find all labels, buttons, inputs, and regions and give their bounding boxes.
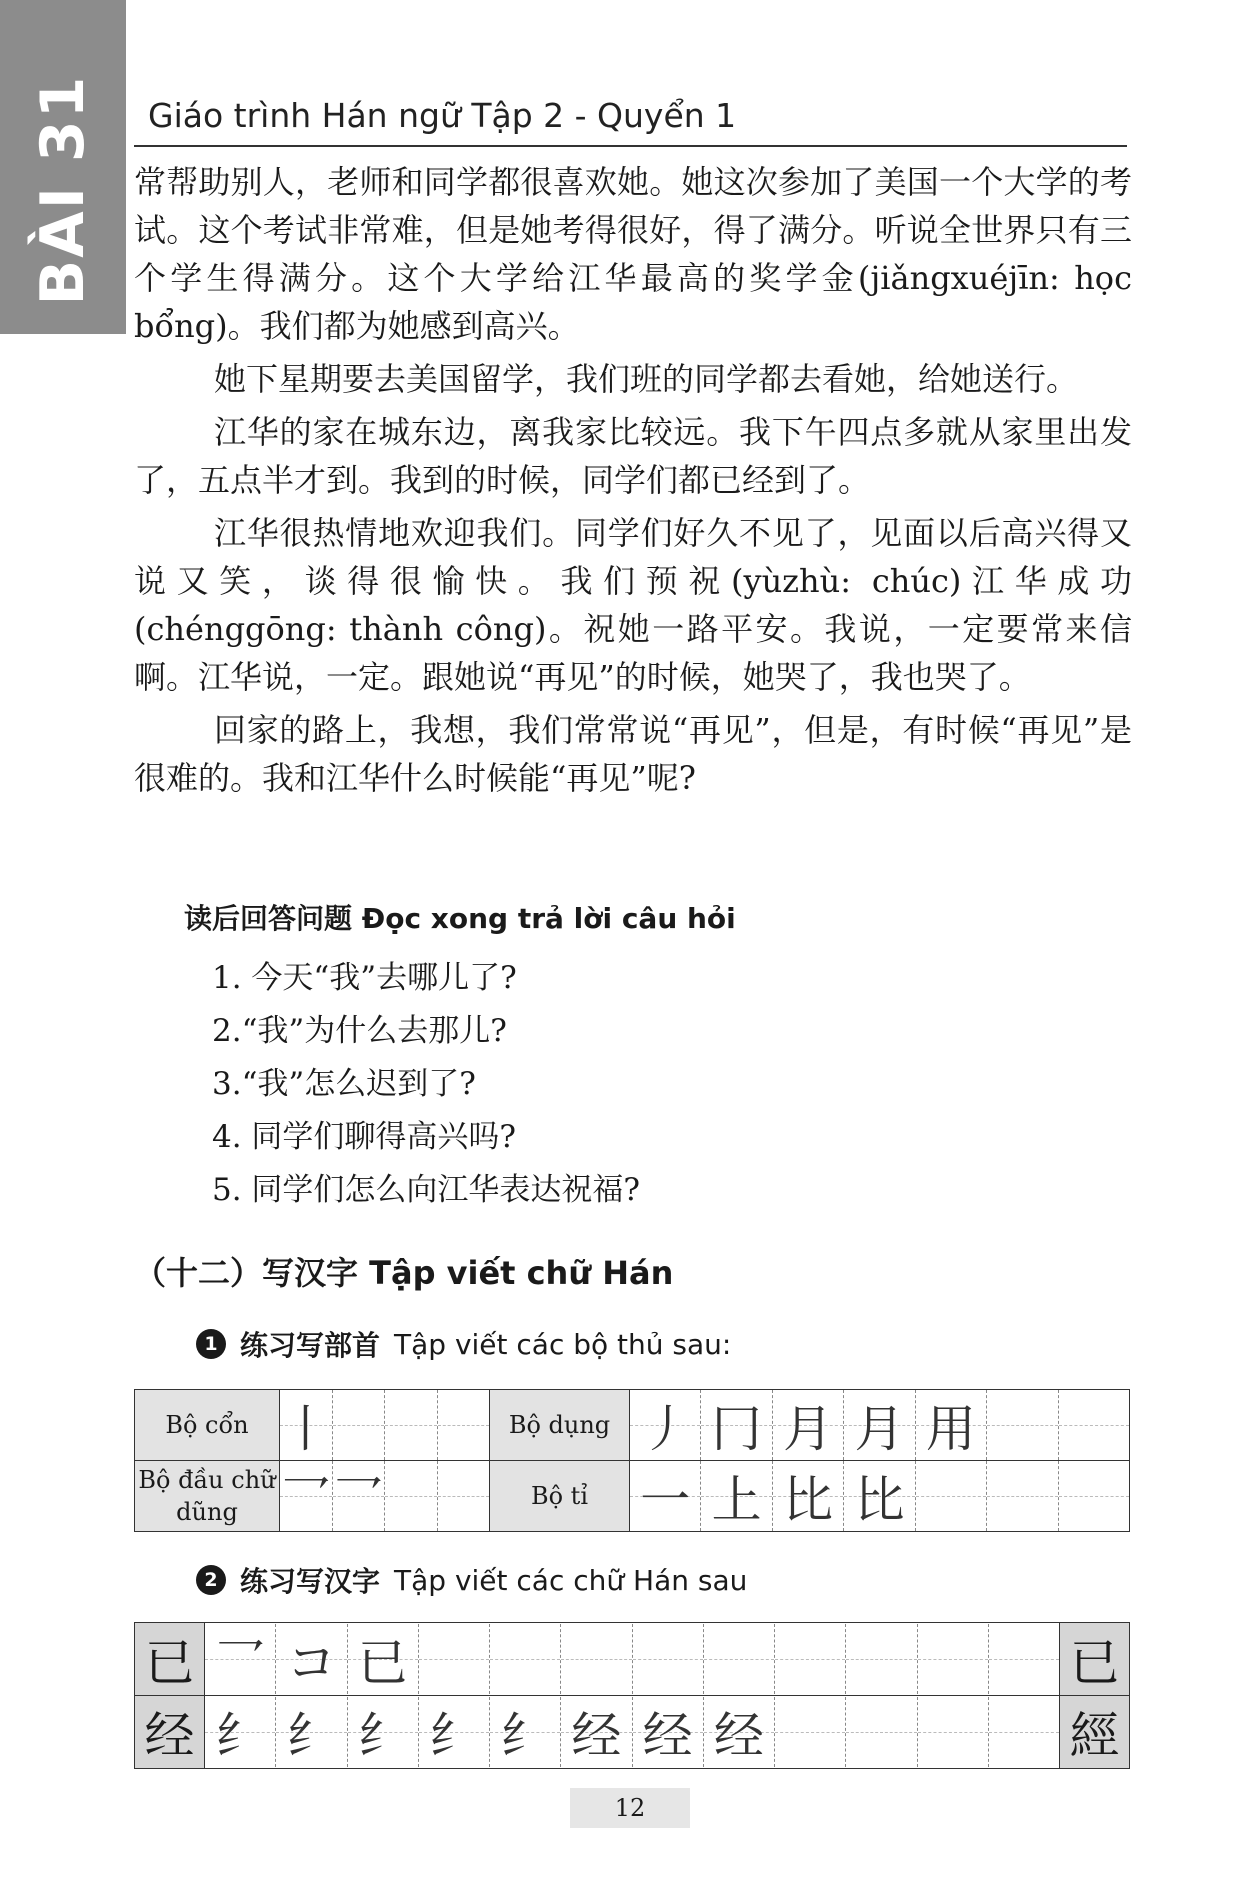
running-title: Giáo trình Hán ngữ Tập 2 - Quyển 1 <box>148 96 737 135</box>
passage-paragraph: 江华的家在城东边，离我家比较远。我下午四点多就从家里出发了，五点半才到。我到的时候，同学们都已经到了。 <box>134 413 1132 499</box>
stroke-glyph: 冂 <box>711 1400 762 1458</box>
stroke-glyph: 比 <box>783 1471 834 1529</box>
stroke-glyph: 纟 <box>286 1707 337 1765</box>
stroke-glyph: 经 <box>642 1707 693 1765</box>
page-number: 12 <box>570 1788 690 1828</box>
stroke-glyph: 一 <box>640 1471 691 1529</box>
stroke-glyph: 用 <box>925 1400 976 1458</box>
practice-cells[interactable] <box>205 1696 1060 1769</box>
question-item: 4. 同学们聊得高兴吗? <box>212 1119 517 1155</box>
question-list <box>212 952 640 1217</box>
table-row <box>135 1696 1130 1769</box>
exercise-number-badge: 1 <box>196 1329 226 1359</box>
model-character: 已 <box>135 1623 205 1696</box>
radical-label: Bộ tỉ <box>490 1461 630 1532</box>
traditional-character: 已 <box>1060 1623 1130 1696</box>
lesson-side-tab <box>0 0 126 334</box>
table-row <box>135 1461 1130 1532</box>
passage-paragraph: 她下星期要去美国留学，我们班的同学都去看她，给她送行。 <box>214 360 1079 398</box>
radical-label: Bộ dụng <box>490 1390 630 1461</box>
exercise-number-badge: 2 <box>196 1565 226 1595</box>
practice-cells[interactable] <box>280 1461 490 1532</box>
reading-passage <box>134 158 1132 807</box>
stroke-glyph: 乛 <box>215 1634 266 1692</box>
stroke-glyph: 丿 <box>640 1400 691 1458</box>
table-row <box>135 1390 1130 1461</box>
radical-label: Bộ đầu chữ dũng <box>135 1461 280 1532</box>
exercise-title-cn: 练习写汉字 <box>240 1565 381 1598</box>
stroke-glyph: 纟 <box>428 1707 479 1765</box>
passage-paragraph: 江华很热情地欢迎我们。同学们好久不见了，见面以后高兴得又说又笑，谈得很愉快。我们预祝(yùzhù: chúc)江华成功(chénggōng: thành công)。祝她一路平安。我说，一定要常来信啊。江华说，一定。跟她说“再见”的时候，她哭了，我也哭了。 <box>134 514 1132 696</box>
question-item: 3.“我”怎么迟到了? <box>212 1066 476 1102</box>
practice-cells[interactable] <box>630 1461 1130 1532</box>
header-divider <box>134 145 1127 147</box>
section-title: （十二）写汉字 Tập viết chữ Hán <box>134 1254 674 1292</box>
stroke-glyph: 纟 <box>215 1707 266 1765</box>
question-item: 2.“我”为什么去那儿? <box>212 1013 507 1049</box>
stroke-glyph: 月 <box>783 1400 834 1458</box>
passage-paragraph: 回家的路上，我想，我们常常说“再见”，但是，有时候“再见”是很难的。我和江华什么时候能“再见”呢? <box>134 711 1132 797</box>
stroke-glyph: 乛 <box>333 1471 384 1529</box>
practice-cells[interactable] <box>280 1390 490 1461</box>
stroke-glyph: 月 <box>854 1400 905 1458</box>
practice-cells[interactable] <box>205 1623 1060 1696</box>
question-item: 1. 今天“我”去哪儿了? <box>212 960 517 996</box>
traditional-character: 經 <box>1060 1696 1130 1769</box>
exercise-2-title <box>196 1560 747 1600</box>
stroke-glyph: 已 <box>357 1634 408 1692</box>
table-row <box>135 1623 1130 1696</box>
stroke-glyph: 纟 <box>500 1707 551 1765</box>
exercise-title-vi: Tập viết các chữ Hán sau <box>394 1563 748 1597</box>
practice-cells[interactable] <box>630 1390 1130 1461</box>
radical-label: Bộ cổn <box>135 1390 280 1461</box>
radical-practice-grid <box>134 1389 1130 1532</box>
model-character: 经 <box>135 1696 205 1769</box>
stroke-glyph: 丨 <box>280 1400 331 1458</box>
stroke-glyph: コ <box>286 1634 337 1692</box>
exercise-title-vi: Tập viết các bộ thủ sau: <box>394 1327 732 1361</box>
lesson-label: BÀI 31 <box>28 74 98 306</box>
exercise-title-cn: 练习写部首 <box>240 1329 381 1362</box>
stroke-glyph: 乛 <box>280 1471 331 1529</box>
question-item: 5. 同学们怎么向江华表达祝福? <box>212 1172 641 1208</box>
stroke-glyph: 经 <box>713 1707 764 1765</box>
stroke-glyph: 比 <box>854 1471 905 1529</box>
questions-heading: 读后回答问题 Đọc xong trả lời câu hỏi <box>184 902 736 935</box>
stroke-glyph: 纟 <box>357 1707 408 1765</box>
stroke-glyph: 经 <box>571 1707 622 1765</box>
exercise-1-title <box>196 1324 731 1364</box>
character-practice-grid <box>134 1622 1130 1769</box>
stroke-glyph: 上 <box>711 1471 762 1529</box>
passage-paragraph: 常帮助别人，老师和同学都很喜欢她。她这次参加了美国一个大学的考试。这个考试非常难，但是她考得很好，得了满分。听说全世界只有三个学生得满分。这个大学给江华最高的奖学金(jiǎngxuéjīn: học bổng)。我们都为她感到高兴。 <box>134 163 1132 345</box>
